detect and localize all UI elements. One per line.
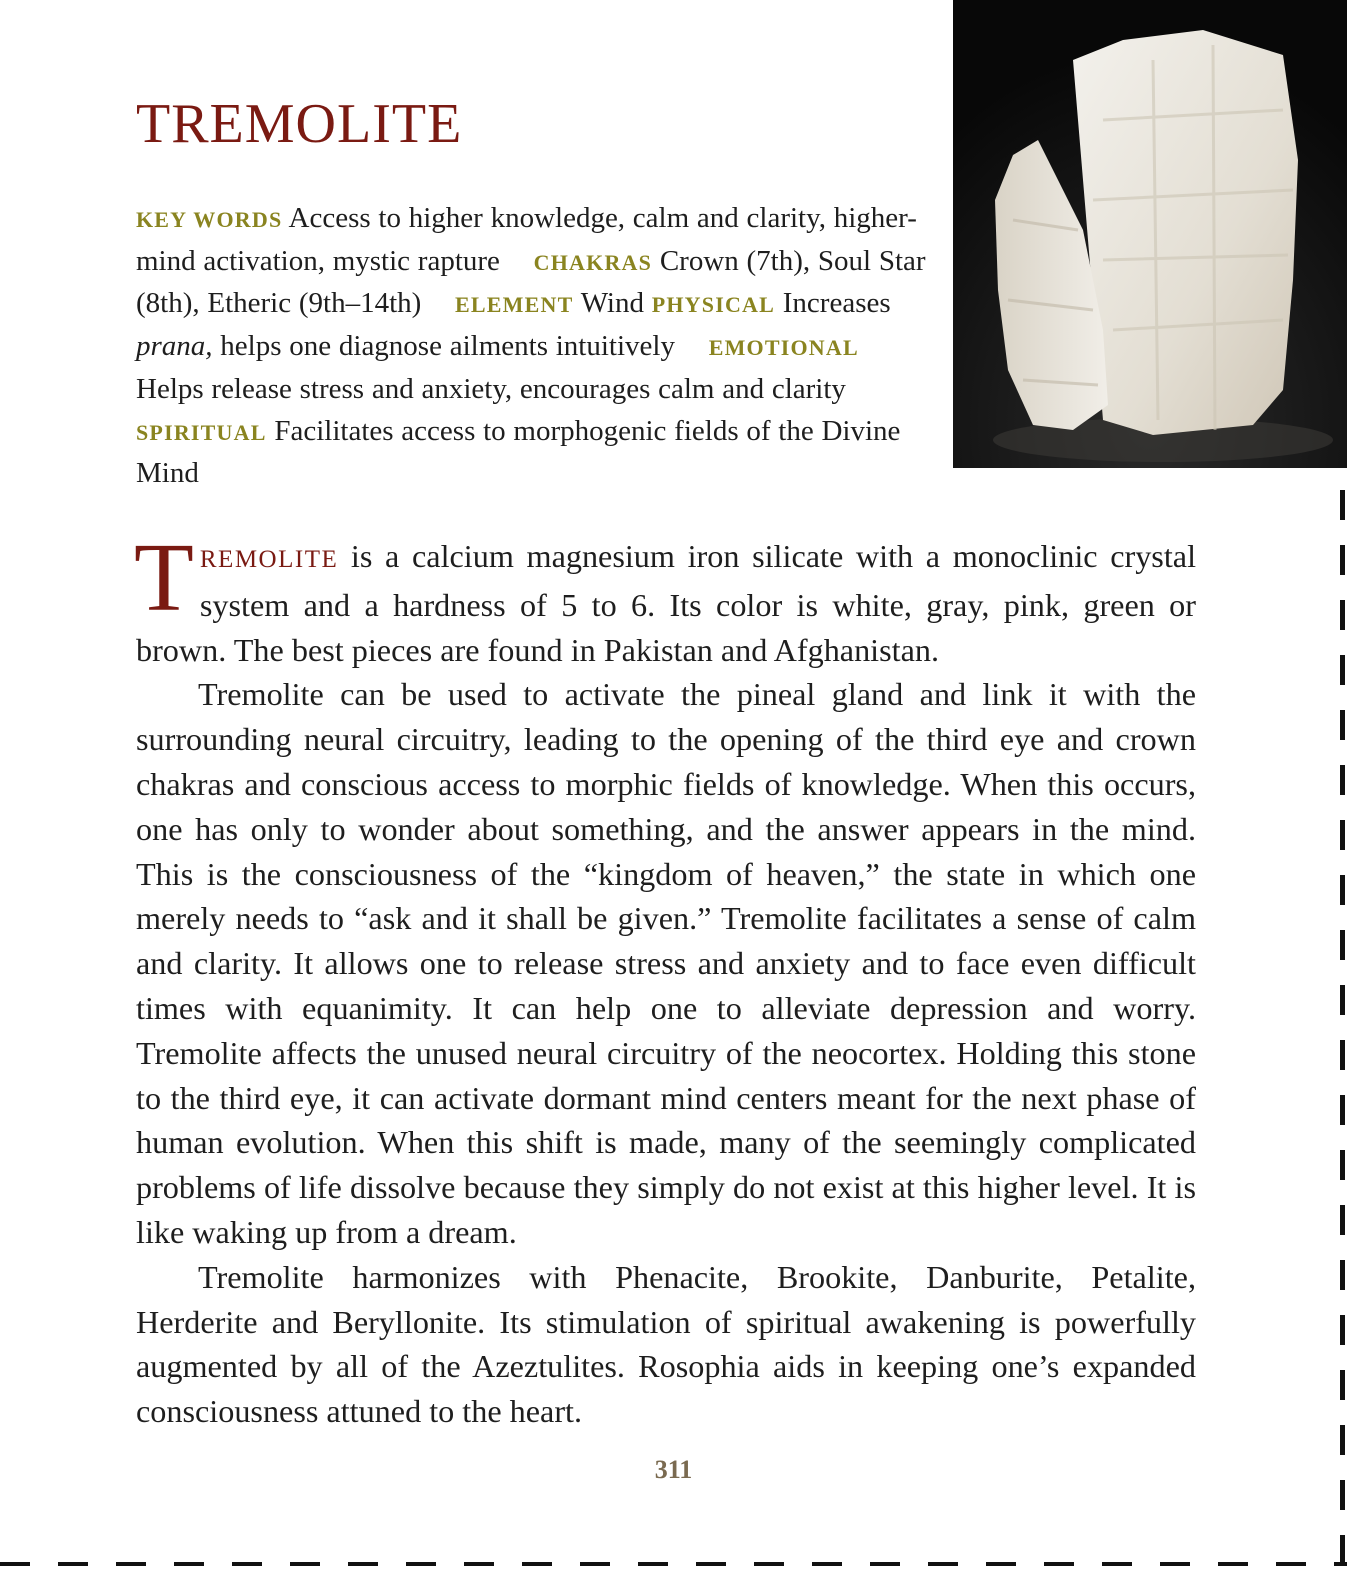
physical-text-italic: prana,: [136, 330, 213, 363]
paragraph-2: Tremolite can be used to activate the pineal gland and link it with the surrounding neural circuitry, leading to the opening of the third eye and crown chakras and conscious access to morphic fields of knowledge. When this occurs, one has only to wonder about something, and the answer appears in the mind. This is the consciousness of the “kingdom of heaven,” the state in which one merely needs to “ask and it shall be given.” Tremolite facilitates a sense of calm and clarity. It allows one to release stress and anxiety and to face even difficult times with equanimity. It can help one to alleviate depression and worry. Tremolite affects the unused neural circuitry of the neocortex. Holding this stone to the third eye, it can activate dormant mind centers meant for the next phase of human evolution. When this shift is made, many of the seemingly complicated problems of life dissolve because they simply do not exist at this higher level. It is like waking up from a dream.: [136, 676, 1196, 1250]
spiritual-label: SPIRITUAL: [136, 419, 267, 445]
element-label: ELEMENT: [455, 292, 574, 318]
page-number: 311: [654, 1455, 693, 1484]
physical-text-end: helps one diagnose ailments intuitively: [220, 330, 675, 363]
drop-cap: T: [134, 524, 194, 632]
physical-label: PHYSICAL: [651, 292, 776, 318]
key-words-text: Access to higher knowledge, calm and clarity, higher-mind activation, mystic rapture: [136, 202, 917, 277]
paragraph-3: Tremolite harmonizes with Phenacite, Brookite, Danburite, Petalite, Herderite and Beryllonite. Its stimulation of spiritual awakening is powerfully augmented by all of the Azeztulites. Rosophia aids in keeping one’s expanded consciousness attuned to the heart.: [136, 1258, 1196, 1430]
element-text: Wind: [580, 287, 644, 320]
emotional-text: Helps release stress and anxiety, encourages calm and clarity: [136, 372, 846, 405]
bottom-edge-marks: [0, 1562, 1347, 1566]
chakras-label: CHAKRAS: [533, 249, 653, 275]
key-properties: [136, 198, 926, 495]
key-words-label: KEY WORDS: [136, 207, 283, 232]
spiritual-text: Facilitates access to morphogenic fields of the Divine Mind: [136, 414, 901, 490]
chakras-text: Crown (7th), Soul Star (8th), Etheric (9th–14th): [136, 244, 926, 320]
lead-word: REMOLITE: [199, 546, 339, 573]
page-title: TREMOLITE: [136, 93, 463, 155]
right-edge-marks: [1340, 490, 1345, 1580]
emotional-label: EMOTIONAL: [708, 335, 859, 361]
paragraph-1: [134, 524, 1197, 672]
main-text: [134, 524, 1197, 1434]
tremolite-crystal-photo: [953, 0, 1347, 468]
paragraph-1-text: is a calcium magnesium iron silicate with a monoclinic crystal system and a hardness of 5 to 6. Its color is white, gray, pink, green or brown. The best pieces are found in Pakistan and Afghanistan.: [136, 538, 1197, 668]
physical-text-start: Increases: [782, 287, 891, 320]
